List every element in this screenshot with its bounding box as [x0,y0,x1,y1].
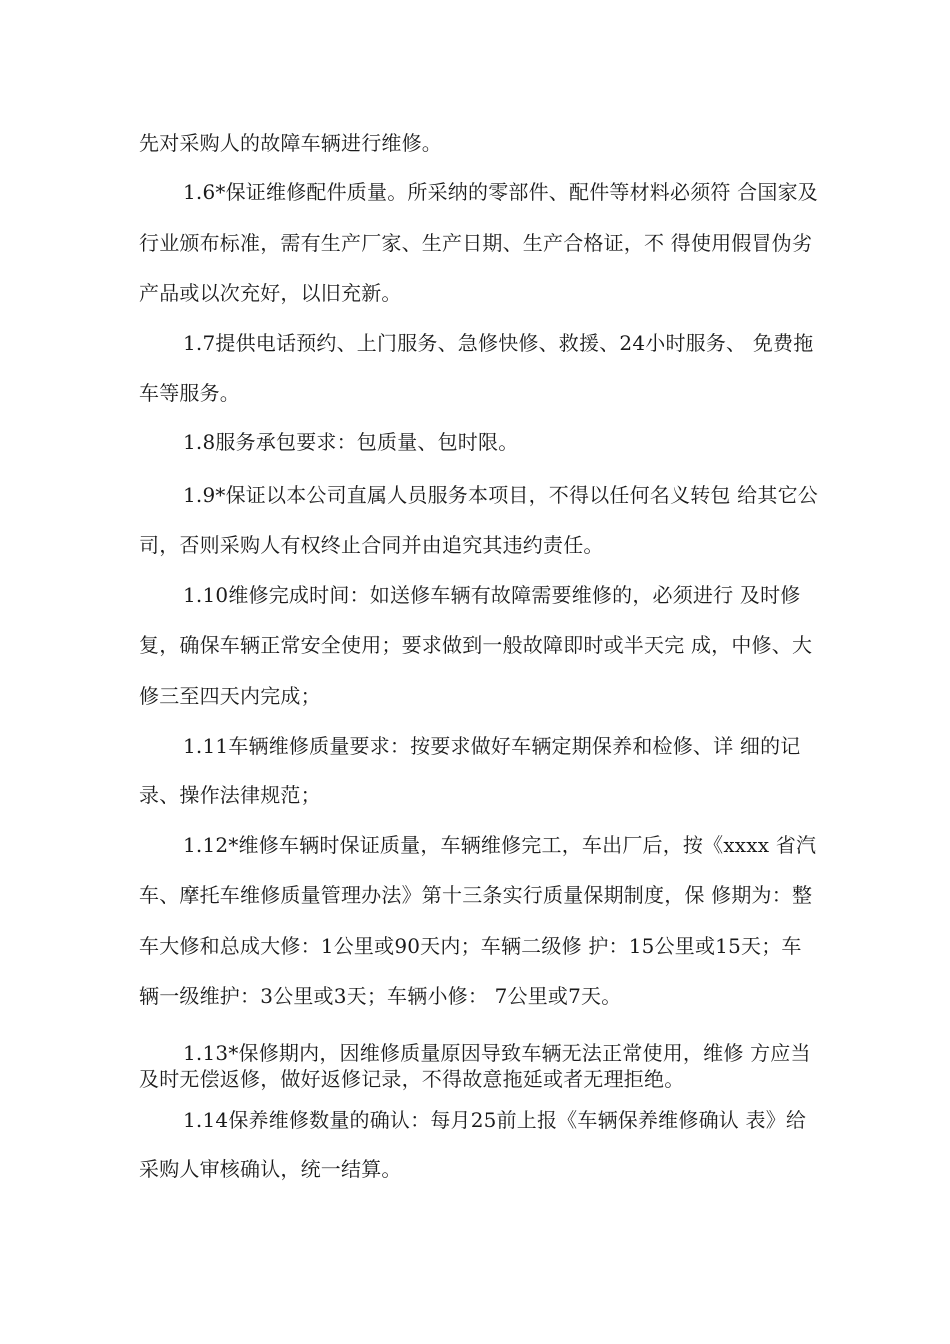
text-line: 辆一级维护：3公里或3天；车辆小修： 7公里或7天。 [139,984,622,1008]
text-line: 录、操作法律规范； [139,783,321,807]
text-line: 行业颁布标准，需有生产厂家、生产日期、生产合格证，不 得使用假冒伪劣 [139,231,813,255]
text-line: 1.6*保证维修配件质量。所采纳的零部件、配件等材料必须符 合国家及 [183,180,818,204]
text-line: 1.10维修完成时间：如送修车辆有故障需要维修的，必须进行 及时修 [183,583,801,607]
text-line: 1.11车辆维修质量要求：按要求做好车辆定期保养和检修、详 细的记 [183,734,801,758]
text-line: 产品或以次充好，以旧充新。 [139,281,402,305]
text-line: 及时无偿返修，做好返修记录，不得故意拖延或者无理拒绝。 [139,1067,685,1091]
text-line: 1.9*保证以本公司直属人员服务本项目，不得以任何名义转包 给其它公 [183,483,818,507]
text-line: 1.12*维修车辆时保证质量，车辆维修完工，车出厂后，按《xxxx 省汽 [183,833,817,857]
text-line: 司，否则采购人有权终止合同并由追究其违约责任。 [139,533,604,557]
text-line: 车大修和总成大修：1公里或90天内；车辆二级修 护：15公里或15天；车 [139,934,802,958]
text-line: 修三至四天内完成； [139,684,321,708]
text-line: 采购人审核确认，统一结算。 [139,1157,402,1181]
text-line: 1.14保养维修数量的确认：每月25前上报《车辆保养维修确认 表》给 [183,1108,807,1132]
text-line: 复，确保车辆正常安全使用；要求做到一般故障即时或半天完 成，中修、大 [139,633,813,657]
text-line: 1.8服务承包要求：包质量、包时限。 [183,430,519,454]
text-line: 车、摩托车维修质量管理办法》第十三条实行质量保期制度，保 修期为：整 [139,883,813,907]
text-line: 1.13*保修期内，因维修质量原因导致车辆无法正常使用，维修 方应当 [183,1041,811,1065]
text-line: 1.7提供电话预约、上门服务、急修快修、救援、24小时服务、 免费拖 [183,331,814,355]
text-line: 车等服务。 [139,381,240,405]
text-line: 先对采购人的故障车辆进行维修。 [139,131,442,155]
